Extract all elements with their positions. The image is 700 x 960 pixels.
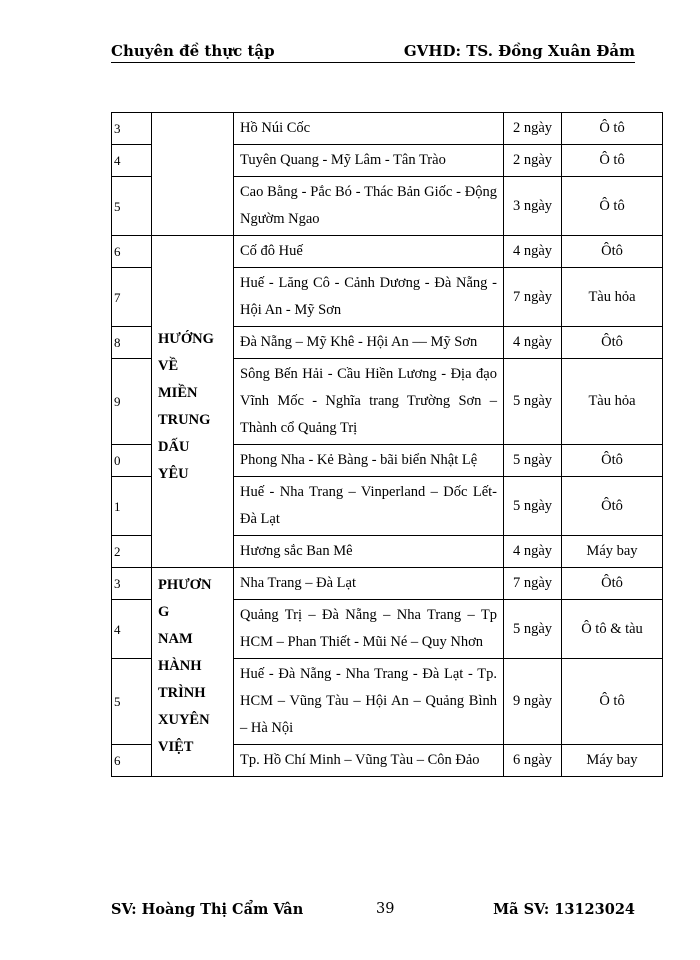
row-number: 9 [112, 359, 152, 445]
route-cell: Đà Nẵng – Mỹ Khê - Hội An –– Mỹ Sơn [234, 327, 504, 359]
header-advisor: GVHD: TS. Đồng Xuân Đảm [403, 42, 635, 60]
group-line: XUYÊN [158, 712, 210, 728]
duration-cell: 5 ngày [504, 359, 562, 445]
duration-cell: 4 ngày [504, 327, 562, 359]
group-line: DẤU [158, 439, 190, 455]
vehicle-cell: Ô tô [562, 659, 663, 745]
group-line: PHƯƠN [158, 577, 212, 593]
row-number: 6 [112, 236, 152, 268]
group-cell [152, 113, 234, 236]
vehicle-cell: Ôtô [562, 327, 663, 359]
vehicle-cell: Ôtô [562, 477, 663, 536]
table-row [112, 236, 663, 268]
row-number: 3 [112, 113, 152, 145]
vehicle-cell: Tàu hỏa [562, 359, 663, 445]
row-number: 2 [112, 536, 152, 568]
row-number: 6 [112, 745, 152, 777]
group-cell-central [152, 236, 234, 568]
page-header [111, 40, 635, 62]
vehicle-cell: Ôtô [562, 236, 663, 268]
footer-page-number: 39 [376, 901, 395, 917]
route-cell: Huế - Lăng Cô - Cảnh Dương - Đà Nẵng - Hội An - Mỹ Sơn [234, 268, 504, 327]
row-number: 0 [112, 445, 152, 477]
route-cell: Nha Trang – Đà Lạt [234, 568, 504, 600]
row-number: 4 [112, 600, 152, 659]
row-number: 5 [112, 659, 152, 745]
duration-cell: 2 ngày [504, 113, 562, 145]
group-line: VIỆT [158, 739, 194, 755]
duration-cell: 6 ngày [504, 745, 562, 777]
route-cell: Quảng Trị – Đà Nẵng – Nha Trang – Tp HCM – Phan Thiết - Mũi Né – Quy Nhơn [234, 600, 504, 659]
vehicle-cell: Máy bay [562, 745, 663, 777]
group-line: VỀ [158, 358, 179, 374]
tour-table [111, 112, 663, 777]
duration-cell: 2 ngày [504, 145, 562, 177]
group-line: HÀNH [158, 658, 202, 674]
duration-cell: 7 ngày [504, 568, 562, 600]
header-title: Chuyên đề thực tập [111, 42, 275, 60]
row-number: 4 [112, 145, 152, 177]
route-cell: Hồ Núi Cốc [234, 113, 504, 145]
duration-cell: 4 ngày [504, 536, 562, 568]
route-cell: Tp. Hồ Chí Minh – Vũng Tàu – Côn Đảo [234, 745, 504, 777]
route-cell: Huế - Nha Trang – Vinperland – Dốc Lết- Đà Lạt [234, 477, 504, 536]
row-number: 7 [112, 268, 152, 327]
route-cell: Cố đô Huế [234, 236, 504, 268]
footer-student: SV: Hoàng Thị Cẩm Vân [111, 901, 304, 918]
vehicle-cell: Ô tô & tàu [562, 600, 663, 659]
group-line: NAM [158, 631, 193, 647]
route-cell: Tuyên Quang - Mỹ Lâm - Tân Trào [234, 145, 504, 177]
route-cell: Cao Bằng - Pắc Bó - Thác Bản Giốc - Động Ngườm Ngao [234, 177, 504, 236]
footer-student-id: Mã SV: 13123024 [493, 901, 635, 918]
group-line: HƯỚNG [158, 331, 214, 347]
duration-cell: 5 ngày [504, 477, 562, 536]
group-cell-south [152, 568, 234, 777]
header-rule [111, 62, 635, 63]
group-line: MIỀN [158, 385, 198, 401]
vehicle-cell: Ôtô [562, 568, 663, 600]
duration-cell: 7 ngày [504, 268, 562, 327]
page-footer [111, 899, 635, 923]
route-cell: Hương sắc Ban Mê [234, 536, 504, 568]
group-line: TRUNG [158, 412, 211, 428]
duration-cell: 9 ngày [504, 659, 562, 745]
table-row [112, 568, 663, 600]
vehicle-cell: Ô tô [562, 145, 663, 177]
vehicle-cell: Ôtô [562, 445, 663, 477]
group-line: YÊU [158, 466, 189, 482]
row-number: 3 [112, 568, 152, 600]
vehicle-cell: Máy bay [562, 536, 663, 568]
vehicle-cell: Ô tô [562, 177, 663, 236]
table-row [112, 113, 663, 145]
vehicle-cell: Tàu hỏa [562, 268, 663, 327]
route-cell: Huế - Đà Nẵng - Nha Trang - Đà Lạt - Tp. HCM – Vũng Tàu – Hội An – Quảng Bình – Hà Nội [234, 659, 504, 745]
duration-cell: 5 ngày [504, 600, 562, 659]
group-line: G [158, 604, 170, 620]
route-cell: Phong Nha - Kẻ Bàng - bãi biển Nhật Lệ [234, 445, 504, 477]
group-line: TRÌNH [158, 685, 206, 701]
duration-cell: 4 ngày [504, 236, 562, 268]
duration-cell: 3 ngày [504, 177, 562, 236]
route-cell: Sông Bến Hải - Cầu Hiền Lương - Địa đạo Vĩnh Mốc - Nghĩa trang Trường Sơn – Thành cổ Quảng Trị [234, 359, 504, 445]
vehicle-cell: Ô tô [562, 113, 663, 145]
row-number: 5 [112, 177, 152, 236]
duration-cell: 5 ngày [504, 445, 562, 477]
row-number: 8 [112, 327, 152, 359]
row-number: 1 [112, 477, 152, 536]
